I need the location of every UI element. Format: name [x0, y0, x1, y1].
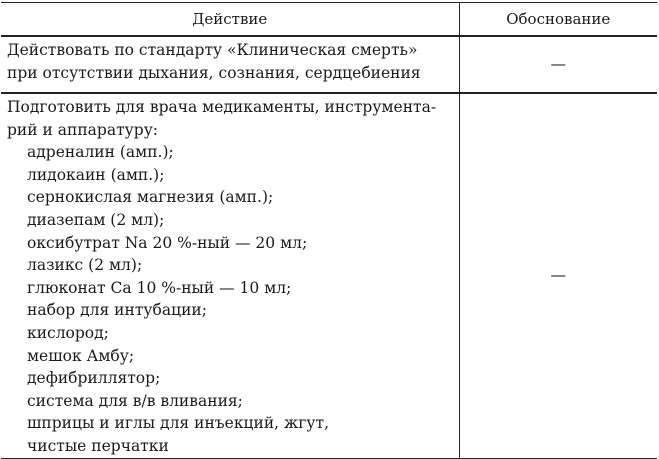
list-item: дефибриллятор;: [27, 369, 161, 388]
action-line: Подготовить для врача медикаменты, инструмента-: [7, 98, 437, 116]
action-line: при отсутствии дыхания, сознания, сердцебиения: [7, 63, 421, 82]
justification-cell: —: [459, 93, 657, 458]
action-cell: [1, 36, 459, 93]
justification-cell: —: [550, 55, 566, 74]
header-action: Действие: [1, 3, 459, 37]
list-item: глюконат Са 10 %-ный — 10 мл;: [27, 278, 292, 297]
list-item: сернокислая магнезия (амп.);: [27, 188, 274, 207]
procedure-table: [1, 2, 657, 459]
list-item: лидокаин (амп.);: [27, 165, 165, 184]
action-line: рий и аппаратуру:: [7, 120, 159, 139]
table-row: [1, 36, 657, 93]
header-row: [1, 3, 657, 37]
list-item: набор для интубации;: [27, 301, 207, 320]
list-item: кислород;: [27, 323, 109, 342]
action-line: Действовать по стандарту «Клиническая смерть»: [7, 41, 418, 59]
list-item: диазепам (2 мл);: [27, 210, 165, 229]
action-cell: [1, 93, 459, 458]
table-row: [1, 93, 657, 458]
list-item: лазикс (2 мл);: [27, 256, 143, 275]
list-item: система для в/в вливания;: [27, 391, 243, 410]
list-item: оксибутрат Na 20 %-ный — 20 мл;: [27, 233, 308, 252]
list-item: мешок Амбу;: [27, 346, 135, 365]
list-item: адреналин (амп.);: [27, 143, 174, 162]
header-justification: Обоснование: [459, 3, 657, 37]
list-item: чистые перчатки: [27, 436, 169, 455]
list-item: шприцы и иглы для инъекций, жгут,: [27, 414, 330, 433]
